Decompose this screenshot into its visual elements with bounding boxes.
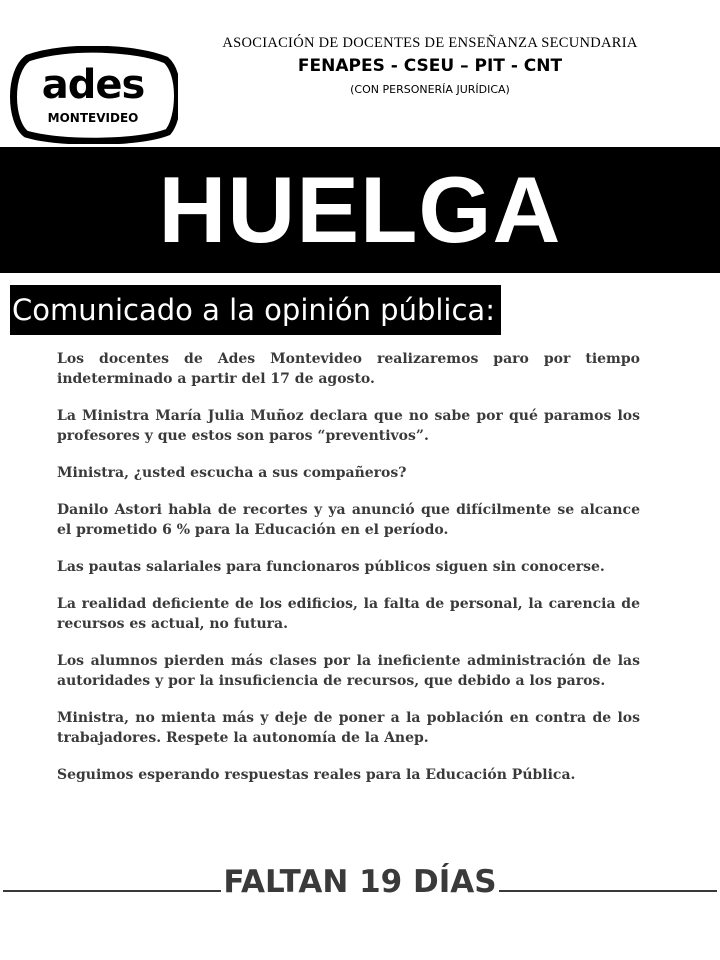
countdown-text: FALTAN 19 DÍAS [223, 864, 497, 900]
strike-banner [0, 147, 720, 273]
paragraph: La Ministra María Julia Muñoz declara que no sabe por qué paramos los profesores y que estos son paros “preventivos”. [57, 408, 640, 444]
logo-city: MONTEVIDEO [47, 111, 139, 125]
underline-rule-left [3, 890, 221, 892]
logo-wordmark: ades [41, 62, 145, 108]
association-name: ASOCIACIÓN DE DOCENTES DE ENSEÑANZA SECUNDARIA [222, 35, 638, 51]
ades-logo [8, 46, 178, 144]
paragraph: Los alumnos pierden más clases por la ineficiente administración de las autoridades y por la insuficiencia de recursos, que debido a los paros. [57, 653, 640, 689]
paragraph: Ministra, no mienta más y deje de poner a la población en contra de los trabajadores. Respete la autonomía de la Anep. [57, 710, 640, 746]
paragraph: Danilo Astori habla de recortes y ya anunció que difícilmente se alcance el prometido 6 % para la Educación en el período. [57, 502, 640, 538]
paragraph: Los docentes de Ades Montevideo realizaremos paro por tiempo indeterminado a partir del 17 de agosto. [57, 351, 640, 387]
legal-status: (CON PERSONERÍA JURÍDICA) [350, 83, 510, 96]
underline-rule-right [499, 890, 717, 892]
communique-body [57, 349, 640, 802]
countdown-footer [0, 864, 720, 900]
paragraph: Seguimos esperando respuestas reales para la Educación Pública. [57, 767, 576, 783]
paragraph: Las pautas salariales para funcionaros públicos siguen sin conocerse. [57, 559, 605, 575]
paragraph: La realidad deficiente de los edificios, la falta de personal, la carencia de recursos es actual, no futura. [57, 596, 640, 632]
banner-title: HUELGA [158, 157, 562, 262]
paragraph: Ministra, ¿usted escucha a sus compañeros? [57, 465, 407, 481]
federation-line: FENAPES - CSEU – PIT - CNT [297, 56, 563, 76]
communique-subtitle: Comunicado a la opinión pública: [10, 285, 501, 335]
